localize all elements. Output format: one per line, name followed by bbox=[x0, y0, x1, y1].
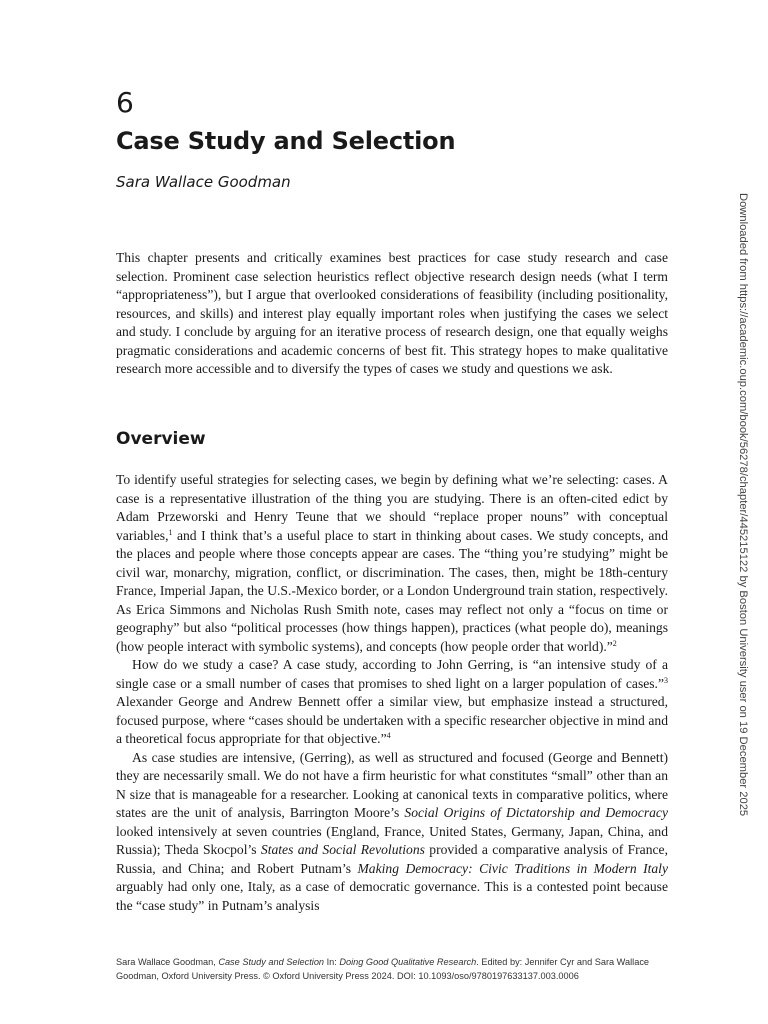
footnote-ref-4[interactable]: 4 bbox=[386, 731, 391, 740]
footer-chapter-title: Case Study and Selection bbox=[218, 957, 325, 967]
paragraph-3 bbox=[116, 749, 668, 916]
chapter-abstract: This chapter presents and critically examines best practices for case study research and case selection. Prominent case selection heuristics reflect objective research design needs (what I term “appropriateness”), but I argue that overlooked considerations of feasibility (including positionality, resources, and skills) and interest play equally important roles when justifying the cases we select and study. I conclude by arguing for an iterative process of research design, one that equally weighs pragmatic considerations and academic concerns of best fit. This strategy hopes to make qualitative research more accessible and to diversify the types of cases we study and questions we ask. bbox=[116, 250, 668, 376]
book-title-making-democracy: Making Democracy: Civic Traditions in Modern Italy bbox=[357, 860, 668, 876]
paragraph-3-part-b: looked intensively at seven countries (England, France, United States, Germany, Japan, China, and Russia); Theda Skocpol’s bbox=[116, 823, 668, 857]
book-title-social-origins: Social Origins of Dictatorship and Democracy bbox=[404, 805, 668, 820]
paragraph-2-part-b: Alexander George and Andrew Bennett offer a similar view, but emphasize instead a structured, focused purpose, where “cases should be undertaken with a specific researcher objective in mind and a theoretical focus appropriate for that objective.” bbox=[116, 694, 668, 746]
footer-author: Sara Wallace Goodman, bbox=[116, 957, 219, 967]
chapter-author: Sara Wallace Goodman bbox=[116, 173, 291, 191]
footer-book-title: Doing Good Qualitative Research bbox=[339, 957, 477, 967]
paragraph-3-part-a: As case studies are intensive, (Gerring), as well as structured and focused (George and Bennett) they are necessarily small. We do not have a firm heuristic for what constitutes “small” other than an N size that is manageable for a researcher. Looking at canonical texts in comparative politics, where states are the unit of analysis, Barrington Moore’s bbox=[116, 749, 668, 820]
paragraph-1-part-b: and I think that’s a useful place to start in thinking about cases. We study concepts, and the places and people where those concepts appear are cases. The “thing you’re studying” might be civil war, monarchy, migration, conflict, or discrimination. The cases, then, might be 18th-century France, Imperial Japan, the U.S.-Mexico border, or a London Underground train station, respectively. As Erica Simmons and Nicholas Rush Smith note, cases may reflect not only a “focus on time or geography” but also “political processes (how things happen), practices (what people do), meanings (how people interact with symbolic systems), and concepts (how people order that world).” bbox=[116, 527, 668, 654]
download-watermark: Downloaded from https://academic.oup.com/book/56278/chapter/445215122 by Boston University user on 19 December 2025 bbox=[737, 193, 749, 817]
overview-body bbox=[116, 471, 668, 915]
paragraph-3-part-d: arguably had only one, Italy, as a case of democratic governance. This is a contested point because the “case study” in Putnam’s analysis bbox=[116, 879, 668, 913]
chapter-title: Case Study and Selection bbox=[116, 127, 456, 155]
chapter-number: 6 bbox=[116, 86, 134, 119]
paragraph-2 bbox=[116, 656, 668, 749]
footer-in-label: In: bbox=[324, 957, 340, 967]
paragraph-3-part-c: provided a comparative analysis of France, Russia, and China; and Robert Putnam’s bbox=[116, 842, 668, 876]
footnote-ref-3[interactable]: 3 bbox=[664, 675, 668, 685]
citation-footer bbox=[116, 955, 676, 983]
paragraph-1-part-a: To identify useful strategies for selecting cases, we begin by defining what we’re selecting: cases. A case is a representative illustration of the thing you are studying. There is an often-cited edict by Adam Przeworski and Henry Teune that we should “replace proper nouns” with conceptual variables, bbox=[116, 472, 668, 543]
footnote-ref-1[interactable]: 1 bbox=[168, 527, 173, 537]
footnote-ref-2[interactable]: 2 bbox=[612, 638, 617, 648]
book-title-states-revolutions: States and Social Revolutions bbox=[260, 842, 425, 857]
paragraph-1 bbox=[116, 471, 668, 656]
paragraph-2-part-a: How do we study a case? A case study, according to John Gerring, is “an intensive study of a single case or a small number of cases that promises to shed light on a larger population of cases.” bbox=[116, 657, 668, 691]
footer-publication-details: . Edited by: Jennifer Cyr and Sara Wallace Goodman, Oxford University Press. © Oxford University Press 2024. DOI: 10.1093/oso/9780197633137.003.0006 bbox=[116, 957, 650, 981]
section-heading-overview: Overview bbox=[116, 429, 206, 449]
